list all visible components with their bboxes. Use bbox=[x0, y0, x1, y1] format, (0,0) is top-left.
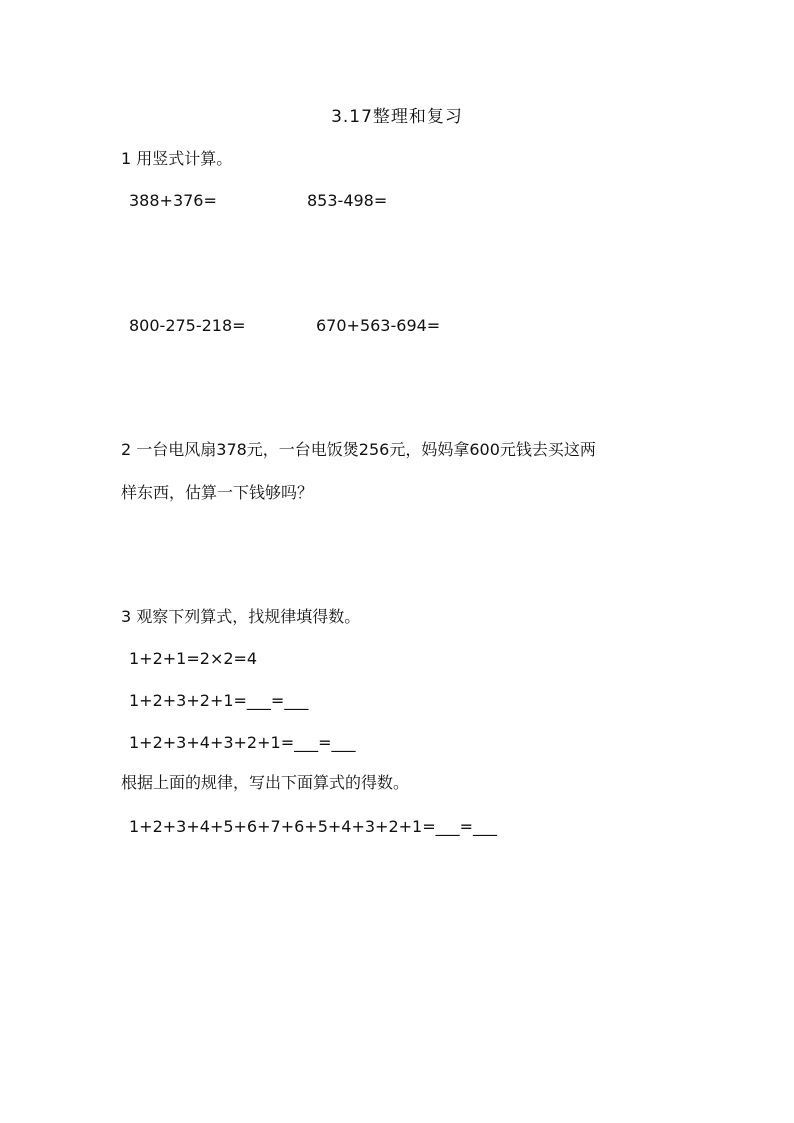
question-2-line-1: 2 一台电风扇378元，一台电饭煲256元，妈妈拿600元钱去买这两 bbox=[121, 440, 596, 459]
pattern-equation-1: 1+2+1=2×2=4 bbox=[129, 649, 258, 668]
question-2-line-2: 样东西，估算一下钱够吗？ bbox=[121, 483, 314, 502]
pattern-equation-3: 1+2+3+4+3+2+1=___=___ bbox=[129, 733, 356, 752]
page-title: 3.17整理和复习 bbox=[331, 107, 463, 127]
question-1-heading: 1 用竖式计算。 bbox=[121, 149, 233, 168]
calc-expression-1: 388+376= bbox=[129, 191, 217, 210]
pattern-equation-2: 1+2+3+2+1=___=___ bbox=[129, 691, 309, 710]
calc-expression-2: 853-498= bbox=[307, 191, 388, 210]
question-3-instruction: 根据上面的规律，写出下面算式的得数。 bbox=[121, 773, 410, 792]
calc-expression-4: 670+563-694= bbox=[316, 316, 441, 335]
question-3-heading: 3 观察下列算式，找规律填得数。 bbox=[121, 607, 361, 626]
pattern-equation-4: 1+2+3+4+5+6+7+6+5+4+3+2+1=___=___ bbox=[129, 817, 498, 836]
calc-expression-3: 800-275-218= bbox=[129, 316, 246, 335]
